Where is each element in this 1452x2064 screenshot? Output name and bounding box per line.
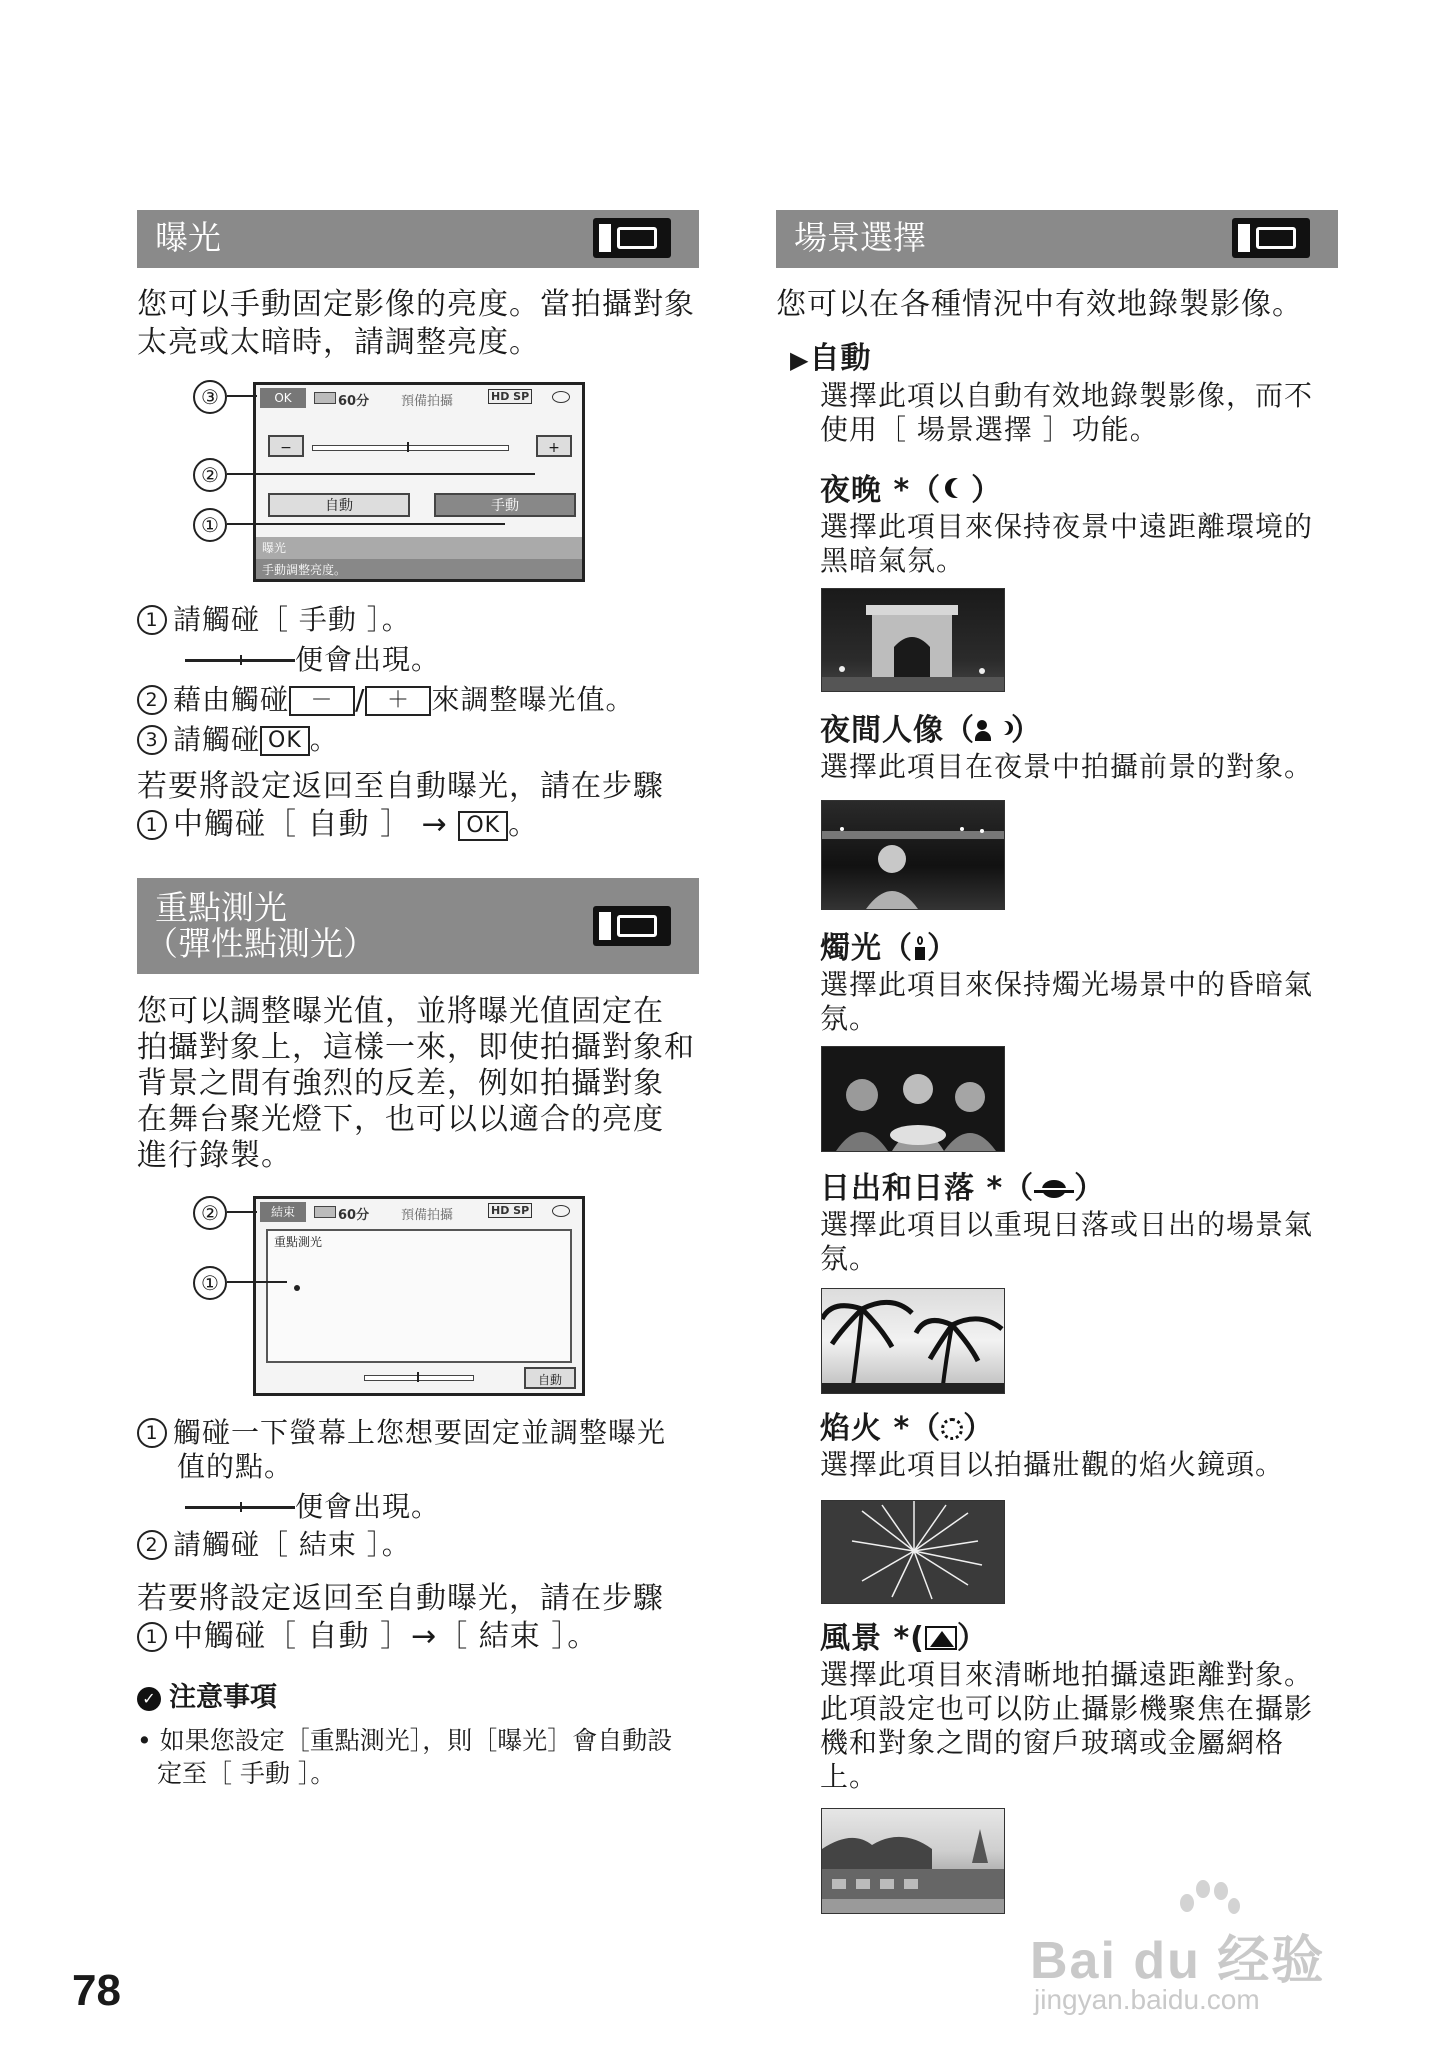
step-1-cont: 值的點。 (177, 1450, 294, 1483)
scene-sunset: 日出和日落 *（ ） 選擇此項目以重現日落或日出的場景氣 氛。 (820, 1171, 1314, 1275)
night-portrait-photo (821, 800, 1005, 910)
battery-remaining: 60分 (338, 394, 370, 409)
fireworks-icon (941, 1418, 963, 1440)
plus-button-ref: ＋ (365, 686, 431, 716)
scene-candle: 燭光（ ） 選擇此項目來保持燭光場景中的昏暗氣 氛。 (820, 931, 1314, 1035)
scene-landscape: 風景 *( ） 選擇此項目來清晰地拍攝遠距離對象。 此項設定也可以防止攝影機聚焦在攝影 機和對象之間的窗戶玻璃或金屬網格 上。 (820, 1621, 1314, 1793)
camera-mode-icon (1232, 218, 1310, 258)
ok-button-ref: OK (458, 811, 508, 841)
hd-quality-badge: HD SP (488, 389, 532, 404)
scene-fireworks: 焰火 *（ ） 選擇此項目以拍攝壯觀的焰火鏡頭。 (820, 1411, 1285, 1481)
exposure-intro: 您可以手動固定影像的亮度。當拍攝對象太亮或太暗時，請調整亮度。 (137, 287, 695, 360)
spot-revert: 若要將設定返回至自動曝光，請在步驟 1 中觸碰［ 自動 ］→［ 結束 ］。 (137, 1581, 664, 1654)
landscape-photo (821, 1808, 1005, 1914)
exposure-revert: 若要將設定返回至自動曝光，請在步驟 1 中觸碰［ 自動 ］ → OK 。 (137, 769, 664, 842)
spot-point (294, 1285, 300, 1291)
exposure-scale-icon (185, 1500, 295, 1514)
screen-caption (256, 537, 582, 579)
step-3: 3 請觸碰 OK 。 (137, 720, 702, 760)
media-disc-icon (552, 1205, 570, 1217)
callout-3: ③ (193, 380, 227, 414)
spot-meter-screen (253, 1196, 585, 1396)
arch-illustration (822, 589, 1004, 691)
exposure-scale-icon (185, 653, 295, 667)
spot-frame-label: 重點測光 (274, 1235, 323, 1249)
callout-3-leader (227, 395, 257, 397)
caption-text: 手動調整亮度。 (262, 563, 347, 577)
exposure-title: 曝光 (155, 218, 221, 257)
scene-selection-header (776, 210, 1338, 268)
sunset-photo (821, 1288, 1005, 1394)
landscape-icon (925, 1626, 957, 1650)
notes-icon: ✓ (137, 1687, 161, 1711)
screen-status-bar (256, 385, 582, 411)
media-disc-icon (552, 391, 570, 403)
camera-mode-icon (593, 906, 671, 946)
step-1-result: 便會出現。 (137, 1490, 707, 1524)
manual-button[interactable]: 手動 (434, 493, 576, 517)
camera-mode-icon (593, 218, 671, 258)
notes-section (137, 1680, 707, 1790)
scene-night: 夜晚 *（ ） 選擇此項目來保持夜景中遠距離環境的 黑暗氣氛。 (820, 473, 1314, 577)
standby-status: 預備拍攝 (401, 394, 454, 409)
scene-selection-title: 場景選擇 (794, 218, 926, 257)
scene-auto: ▶自動 選擇此項以自動有效地錄製影像，而不 使用［ 場景選擇 ］功能。 (790, 341, 1314, 446)
moon-icon (951, 478, 971, 498)
watermark-url: jingyan.baidu.com (1034, 1984, 1260, 2015)
palm-illustration (822, 1289, 1004, 1393)
fireworks-illustration (822, 1501, 1004, 1603)
night-portrait-icon (975, 718, 1011, 742)
scene-night-portrait: 夜間人像（ ） 選擇此項目在夜景中拍攝前景的對象。 (820, 713, 1314, 783)
spot-exposure-slider[interactable] (364, 1375, 474, 1381)
callout-2-leader (227, 473, 535, 475)
step-1-result: 便會出現。 (137, 640, 702, 680)
battery-icon (314, 392, 336, 404)
callout-1: ① (193, 1266, 227, 1300)
auto-button[interactable]: 自動 (268, 493, 410, 517)
hd-quality-badge: HD SP (488, 1203, 532, 1218)
watermark-main: Bai du 经验 (1030, 1932, 1326, 1990)
ok-button[interactable]: OK (260, 388, 306, 408)
step-2: 2 藉由觸碰 － / ＋ 來調整曝光值。 (137, 680, 702, 720)
callout-1-leader (227, 523, 505, 525)
spot-intro: 您可以調整曝光值，並將曝光值固定在 拍攝對象上，這樣一來，即使拍攝對象和 背景之間有強烈的反差，例如拍攝對象 在舞台聚光燈下，也可以以適合的亮度 進行錄製。 (137, 994, 695, 1173)
default-marker-icon: ▶ (790, 346, 810, 374)
end-button[interactable]: 結束 (260, 1202, 306, 1222)
slider-center-mark (407, 442, 409, 452)
standby-status: 預備拍攝 (401, 1208, 454, 1223)
battery-icon (314, 1206, 336, 1218)
step-1: 1 請觸碰［ 手動 ］。 (137, 600, 702, 640)
page-number: 78 (72, 1966, 121, 2015)
sunset-icon (1034, 1178, 1074, 1200)
spot-meter-subtitle: （彈性點測光） (145, 924, 376, 964)
spot-meter-header (137, 878, 699, 974)
scene-intro: 您可以在各種情況中有效地錄製影像。 (776, 287, 1303, 322)
exposure-plus-button[interactable]: + (536, 435, 572, 457)
night-scene-photo (821, 588, 1005, 692)
portrait-illustration (822, 801, 1004, 909)
notes-heading: ✓ 注意事項 (137, 1680, 707, 1716)
slider-center-mark (417, 1372, 419, 1382)
minus-button-ref: － (289, 686, 355, 716)
candle-icon (913, 936, 927, 960)
screen-status-bar (256, 1199, 582, 1225)
spot-steps (137, 1416, 707, 1562)
fireworks-photo (821, 1500, 1005, 1604)
baidu-watermark (1030, 1880, 1410, 2020)
exposure-slider[interactable] (312, 445, 509, 451)
callout-2: ② (193, 1196, 227, 1230)
exposure-minus-button[interactable]: − (268, 435, 304, 457)
landscape-illustration (822, 1809, 1004, 1913)
exposure-steps (137, 600, 702, 760)
auto-button[interactable]: 自動 (524, 1367, 576, 1389)
spot-meter-title: 重點測光 (155, 888, 287, 927)
candle-illustration (822, 1047, 1004, 1151)
step-1: 1 觸碰一下螢幕上您想要固定並調整曝光 (137, 1416, 707, 1450)
battery-remaining: 60分 (338, 1208, 370, 1223)
exposure-screen (253, 382, 585, 582)
candle-photo (821, 1046, 1005, 1152)
spot-frame[interactable] (266, 1229, 572, 1363)
caption-title: 曝光 (256, 537, 582, 559)
notes-text: • 如果您設定［重點測光］，則［曝光］會自動設 定至［ 手動 ］。 (137, 1726, 673, 1788)
callout-1-leader (227, 1281, 287, 1283)
callout-2: ② (193, 458, 227, 492)
callout-1: ① (193, 508, 227, 542)
ok-button-ref: OK (260, 726, 310, 756)
exposure-header (137, 210, 699, 268)
step-2: 2 請觸碰［ 結束 ］。 (137, 1528, 707, 1562)
scene-auto-label: 自動 (809, 341, 872, 376)
callout-2-leader (227, 1211, 257, 1213)
